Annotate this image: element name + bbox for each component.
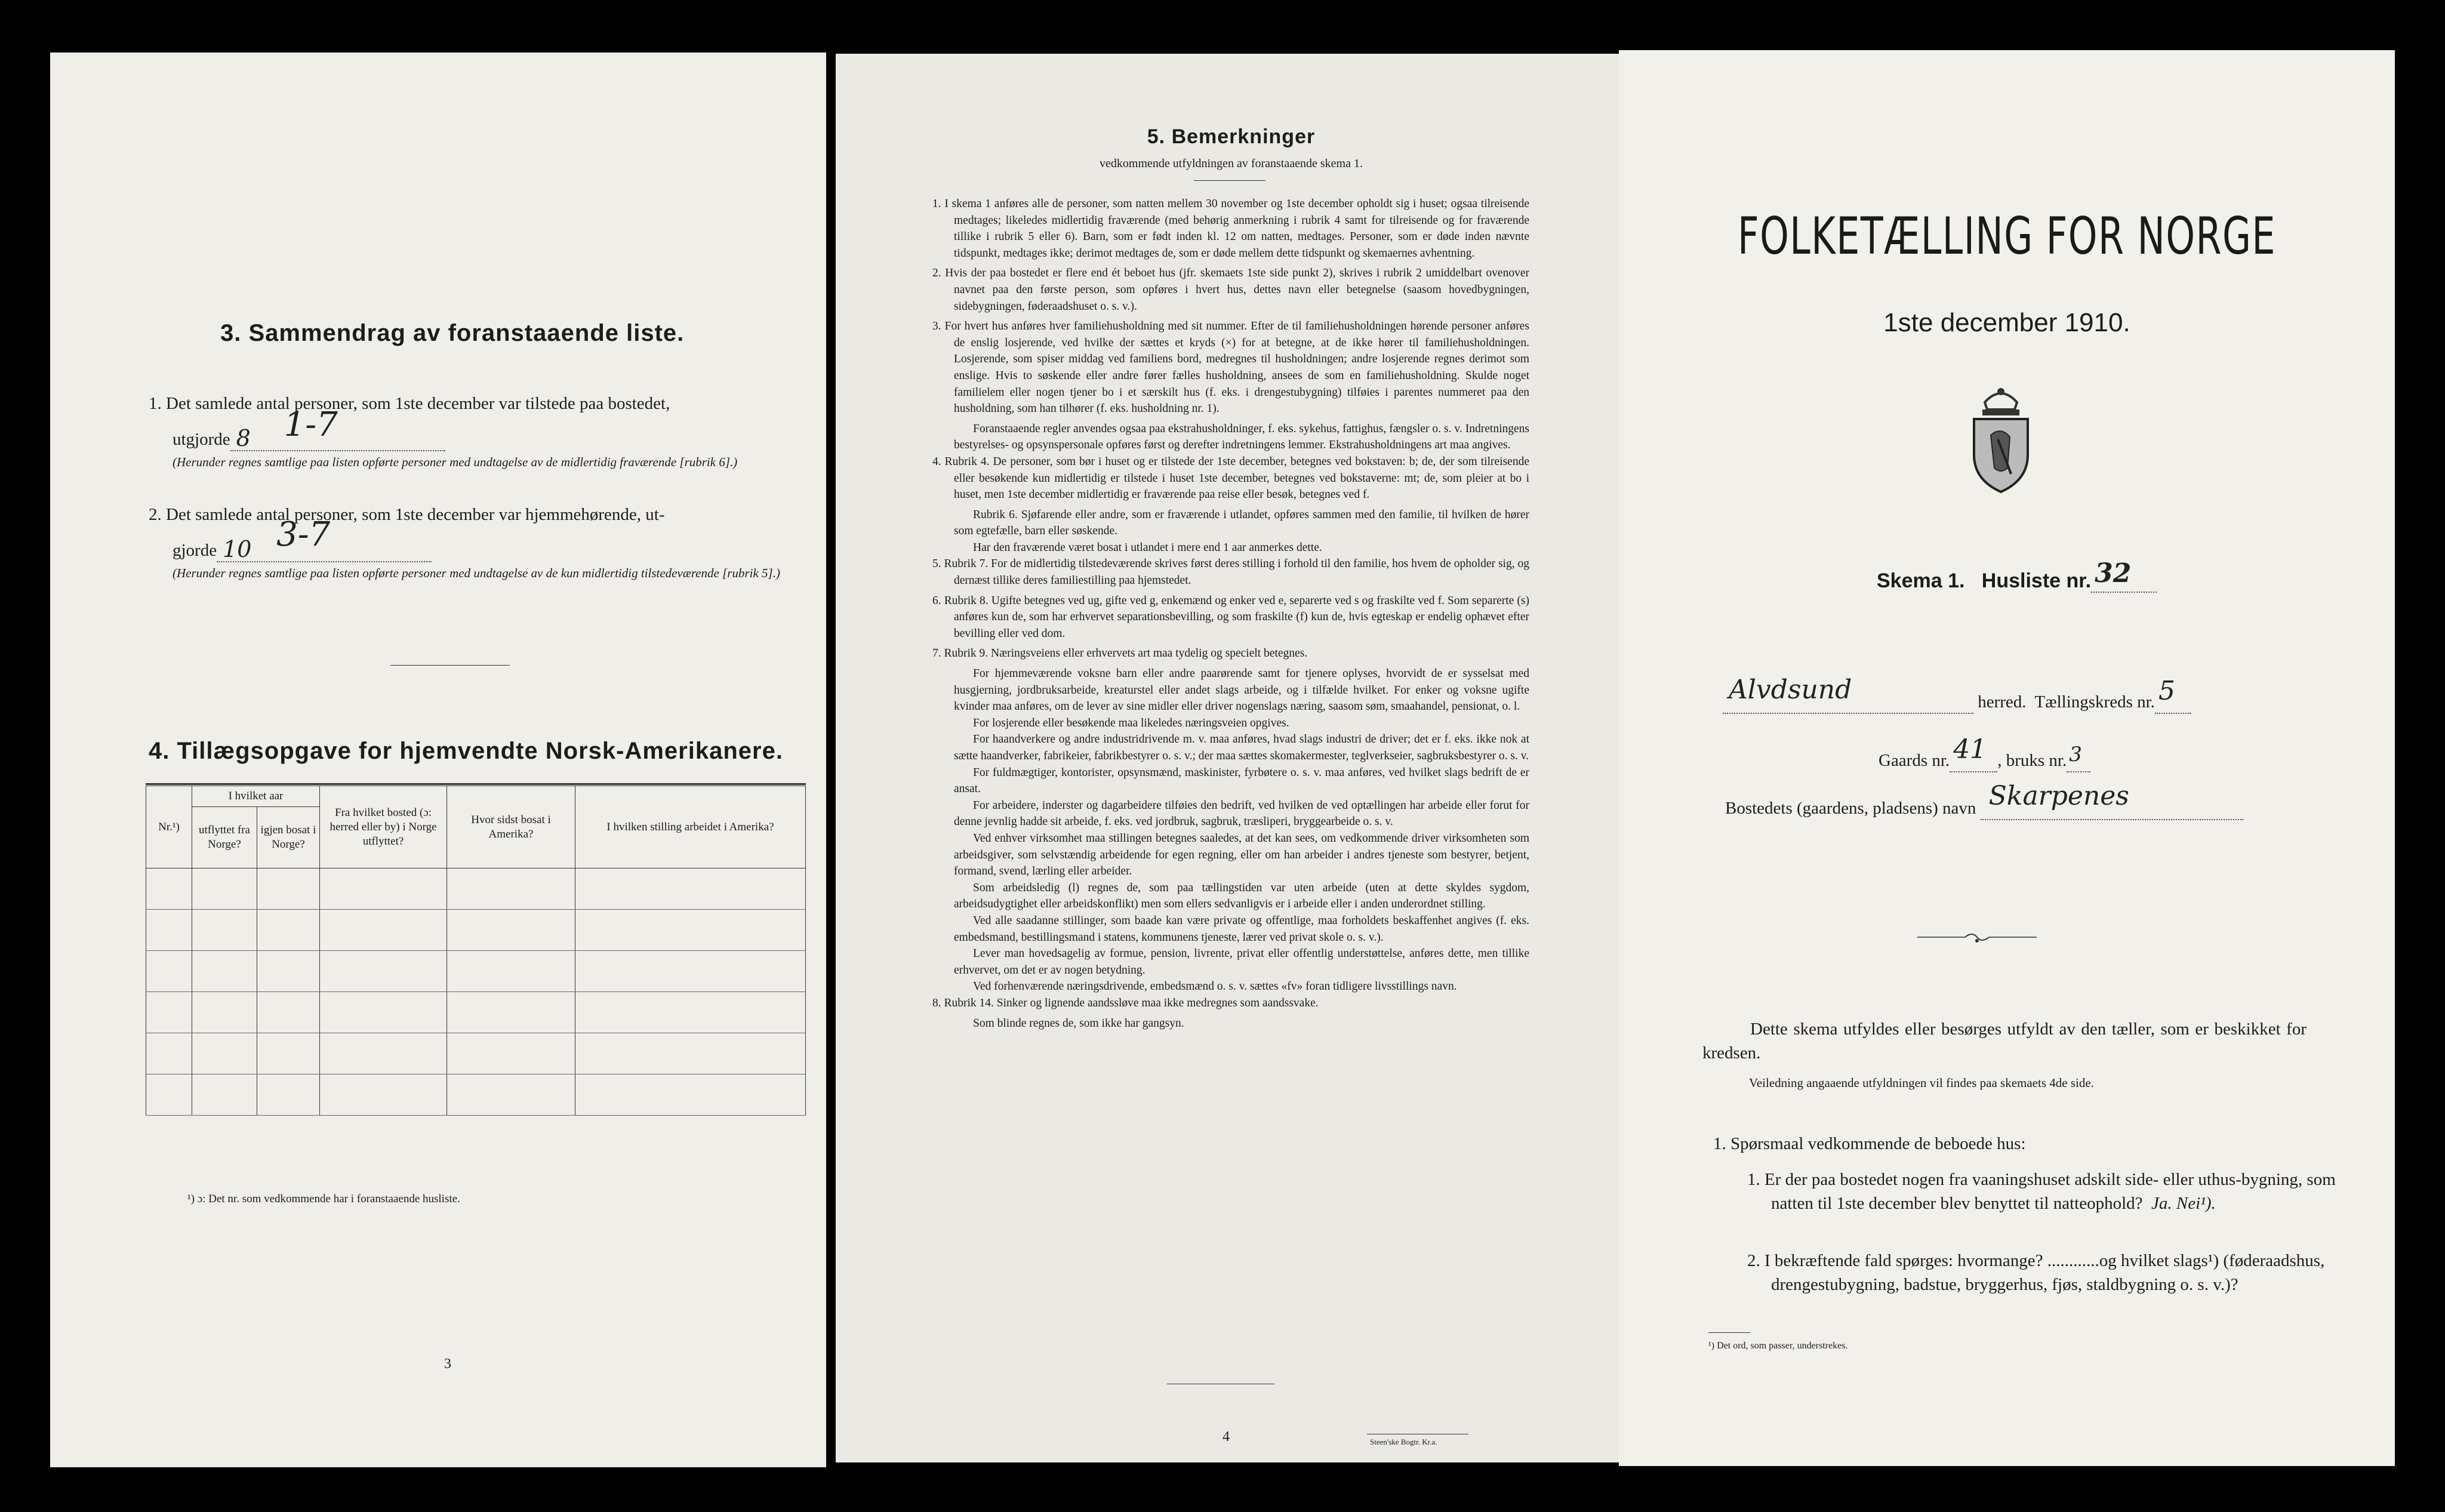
summary-item-1-note: (Herunder regnes samtlige paa listen opførte personer med undtagelse av de midlertidig fraværende [rubrik 6].) [173, 455, 738, 469]
item-2-value: 10 [223, 536, 252, 562]
remark-paragraph: 7. Rubrik 9. Næringsveiens eller erhvervets art maa tydelig og specielt betegnes. [932, 647, 1308, 660]
th-utflyttet: utflyttet fra Norge? [192, 807, 257, 869]
remark-paragraph: 4. Rubrik 4. De personer, som bør i huset og er tilstede der 1ste december, betegnes ved bokstaven: b; de, der som tilreisende eller besøkende kun midlertidig er tilstede i huset 1ste december, betegnes ved bokstaverne: mt; de, som pleier at bo i huset, men 1ste december midlertidig er fraværende paa reise eller besøk, betegnes ved f. [932, 455, 1529, 501]
table-row [146, 951, 806, 992]
remark-paragraph: Som arbeidsledig (l) regnes de, som paa tællingstiden var uten arbeide (uten at dette skyldes sygdom, arbeidsudygtighet eller arbeidskonflikt) men som ellers sedvanligvis er i arbeide eller i anden underordnet stilling. [954, 881, 1529, 911]
table-footnote: ¹) ɔ: Det nr. som vedkommende har i foranstaaende husliste. [187, 1193, 460, 1205]
table-row [146, 1033, 806, 1074]
th-nr: Nr.¹) [146, 786, 192, 869]
herred-line: Alvdsund herred. Tællingskreds nr. 5 [1723, 690, 2320, 714]
th-group: I hvilket aar [192, 786, 320, 807]
th-fra: Fra hvilket bosted (ɔ: herred eller by) i Norge utflyttet? [320, 786, 447, 869]
remark-paragraph: Ved alle saadanne stillinger, som baade kan være private og offentlige, maa forholdets beskaffenhet angives (f. eks. embedsmand, bestillingsmand i statens, kommunens tjeneste, lærer ved privat skole o. s. v.). [954, 914, 1529, 944]
intro-text: Dette skema utfyldes eller besørges utfyldt av den tæller, som er beskikket for kredsen. [1702, 1020, 2307, 1063]
remark-paragraph: 2. Hvis der paa bostedet er flere end ét beboet hus (jfr. skemaets 1ste side punkt 2), skrives i rubrik 2 umiddelbart ovenover navnet paa den første person, som opføres i hvert hus, dettes navn eller betegnelse (saasom hovedbygningen, sidebygningen, føderaadshuset o. s. v.). [932, 267, 1529, 313]
remark-paragraph: Som blinde regnes de, som ikke har gangsyn. [973, 1017, 1184, 1030]
table-row [146, 992, 806, 1033]
remark-paragraph: For fuldmægtiger, kontorister, opsynsmænd, maskinister, fyrbøtere o. s. v. maa anføres, ved hvilket slags bedrift de er ansat. [954, 766, 1529, 796]
gaards-value: 41 [1953, 734, 1987, 765]
norsk-amerikanere-table [146, 786, 806, 1116]
summary-item-1-line: utgjorde 8 1-7 [173, 427, 445, 451]
bruks-value: 3 [2069, 743, 2082, 766]
summary-item-1: 1. Det samlede antal personer, som 1ste december var tilstede paa bostedet, [149, 394, 670, 413]
remark-paragraph: 1. I skema 1 anføres alle de personer, som natten mellem 30 november og 1ste december opholdt sig i huset; ogsaa tilreisende medtages; likeledes midlertidig fraværende (med behørig anmerkning i rubrik 4 samt for tilreisende og for fraværende tillike i rubrik 5 eller 6). Barn, som er født inden kl. 12 om natten, medtages. Personer, som er døde inden nævnte tidspunkt, medtages ikke; derimot medtages de, som er døde mellem dette tidspunkt og skemaernes avhentning. [932, 198, 1529, 260]
item-2-handwriting: 3-7 [276, 515, 331, 554]
page-number-left: 3 [444, 1356, 451, 1372]
summary-item-2-note: (Herunder regnes samtlige paa listen opførte personer med undtagelse av de kun midlertidig tilstedeværende [rubrik 5].) [173, 566, 780, 580]
remarks-subtitle: vedkommende utfyldningen av foranstaaende skema 1. [1100, 157, 1363, 170]
remark-paragraph: 8. Rubrik 14. Sinker og lignende aandssløve maa ikke medregnes som aandssvake. [932, 996, 1319, 1009]
remarks-title: 5. Bemerkninger [1147, 125, 1316, 148]
th-igjen: igjen bosat i Norge? [257, 807, 320, 869]
remark-paragraph: Ved forhenværende næringsdrivende, embedsmænd o. s. v. sættes «fv» foran tidligere livsstillings navn. [973, 980, 1457, 993]
remark-paragraph: 6. Rubrik 8. Ugifte betegnes ved ug, gifte ved g, enkemænd og enker ved e, separerte ved s og fraskilte ved f. Som separerte (s) anføres kun de, som har erhvervet separationsbevilling, og som fraskilte (f) kun de, hvis egteskap er endelig ophævet efter bevilling eller ved dom. [932, 594, 1529, 640]
table-row [146, 1074, 806, 1116]
summary-item-2: 2. Det samlede antal personer, som 1ste december var hjemmehørende, ut- [149, 505, 665, 524]
gaards-line: Gaards nr. 41 , bruks nr. 3 [1879, 749, 2090, 772]
page-middle [836, 54, 1627, 1462]
remark-paragraph: For arbeidere, inderster og dagarbeidere tilføies den bedrift, ved hvilken de ved optællingen har arbeide eller forut for denne jevnlig hadde sit arbeide, f. eks. ved jordbruk, sagbruk, træsliperi, bryggearbeide o. s. v. [954, 799, 1529, 829]
table-top-rule [146, 783, 806, 785]
remark-paragraph: 5. Rubrik 7. For de midlertidig tilstedeværende skrives først deres stilling i forhold til den familie, hos hvem de opholder sig, og dernæst tillike deres familiestilling paa hjemstedet. [932, 558, 1529, 587]
th-sidst: Hvor sidst bosat i Amerika? [447, 786, 575, 869]
section-4-title: 4. Tillægsopgave for hjemvendte Norsk-Amerikanere. [149, 738, 783, 764]
husliste-number: 32 [2095, 558, 2132, 589]
th-stilling: I hvilken stilling arbeidet i Amerika? [575, 786, 806, 869]
remark-paragraph: Foranstaaende regler anvendes ogsaa paa ekstrahusholdninger, f. eks. sykehus, fattighus, fængsler o. s. v. Indretningens bestyrelses- og opsynspersonale opføres først og derefter indretningens lemmer. Ekstrahusholdningens art maa angives. [954, 422, 1529, 452]
remark-paragraph: 3. For hvert hus anføres hver familiehusholdning med sit nummer. Efter de til familiehusholdningen hørende personer anføres de enslig losjerende, ved hvilke der sættes et kryds (×) for at betegne, at de ikke hører til familiehusholdningen. Losjerende, som spiser middag ved familiens bord, medregnes til husholdningen; andre losjerende regnes derimot som enslige. Hvis to søskende eller andre fører fælles husholdning, ansees de som en familiehusholdning. Skulde noget familielem eller nogen tjener bo i et særskilt hus (f. eks. i drengestubygning) tilføies i parentes nummeret paa den husholdning, som han tilhører (f. eks. husholdning nr. 1). [932, 320, 1529, 415]
question-1-answer: Ja. Nei¹). [2151, 1194, 2216, 1213]
item-1-handwriting: 1-7 [284, 405, 338, 444]
question-2: 2. I bekræftende fald spørges: hvormange? ............og hvilket slags¹) (føderaadshus, drengestubygning, badstue, bryggerhus, fjøs, staldbygning o. s. v.)? [1747, 1251, 2325, 1294]
section-3-title: 3. Sammendrag av foranstaaende liste. [220, 320, 685, 346]
remark-paragraph: For haandverkere og andre industridrivende m. v. maa anføres, hvad slags industri de driver; det er f. eks. ikke nok at sætte haandverker, fabrikeier, fabrikbestyrer o. s. v.; der maa sættes skomakermester, teglverkseier, sagbruksbestyrer o. s. v. [954, 733, 1529, 762]
intro-small: Veiledning angaaende utfyldningen vil findes paa skemaets 4de side. [1749, 1076, 2094, 1090]
questions-title: 1. Spørsmaal vedkommende de beboede hus: [1713, 1134, 2026, 1153]
divider [390, 665, 510, 666]
bosted-line: Bostedets (gaardens, pladsens) navn Skarpenes [1725, 796, 2243, 820]
right-footnote: ¹) Det ord, som passer, understrekes. [1708, 1341, 1848, 1351]
printer-mark: Steen'ske Bogtr. Kr.a. [1370, 1437, 1437, 1446]
remark-paragraph: Lever man hovedsagelig av formue, pension, livrente, privat eller offentlig understøttelse, anføres dette, men tillike erhvervet, om det er av nogen betydning. [954, 947, 1529, 977]
remark-paragraph: Har den fraværende været bosat i utlandet i mere end 1 aar anmerkes dette. [973, 541, 1322, 554]
question-1: 1. Er der paa bostedet nogen fra vaaningshuset adskilt side- eller uthus-bygning, som natten til 1ste december blev benyttet til natteophold? Ja. Nei¹). [1747, 1170, 2336, 1213]
skema-line: Skema 1. Husliste nr. 32 [1877, 569, 2157, 593]
remark-paragraph: Ved enhver virksomhet maa stillingen betegnes saaledes, at det kan sees, om vedkommende driver virksomheten som arbeidsgiver, som selvstændig arbeidende for egen regning, eller om han arbeider i andres tjeneste som bestyrer, betjent, formand, svend, lærling eller arbeider. [954, 832, 1529, 878]
page-right [1619, 50, 2395, 1466]
page-number-middle: 4 [1222, 1429, 1230, 1445]
page-left [50, 53, 826, 1467]
kreds-value: 5 [2158, 676, 2175, 706]
table-row [146, 910, 806, 951]
table-row [146, 869, 806, 910]
census-date: 1ste december 1910. [1883, 308, 2130, 337]
main-title: FOLKETÆLLING FOR NORGE [1738, 207, 2276, 266]
item-1-value: 8 [236, 425, 251, 451]
ornament-flourish-icon [1917, 931, 2037, 946]
bosted-value: Skarpenes [1988, 781, 2129, 811]
norway-coat-of-arms-icon [1956, 384, 2046, 495]
remarks-body [932, 196, 1529, 1031]
remark-paragraph: For hjemmeværende voksne barn eller andre paarørende samt for tjenere oplyses, hvorvidt de er sysselsat med husgjerning, jordbruksarbeide, kreaturstel eller andet slags arbeide, og i tilfælde hvilket. For enker og voksne ugifte kvinder maa anføres, om de lever av sine midler eller driver nogenslags næring, saasom søm, smaahandel, pensionat, o. l. [954, 667, 1529, 713]
remark-paragraph: Rubrik 6. Sjøfarende eller andre, som er fraværende i utlandet, opføres sammen med den familie, til hvilken de hører som egtefælle, barn eller søskende. [954, 508, 1529, 538]
remark-paragraph: For losjerende eller besøkende maa likeledes næringsveien opgives. [973, 716, 1289, 729]
herred-value: Alvdsund [1729, 675, 1852, 705]
summary-item-2-line: gjorde 10 3-7 [173, 538, 432, 562]
